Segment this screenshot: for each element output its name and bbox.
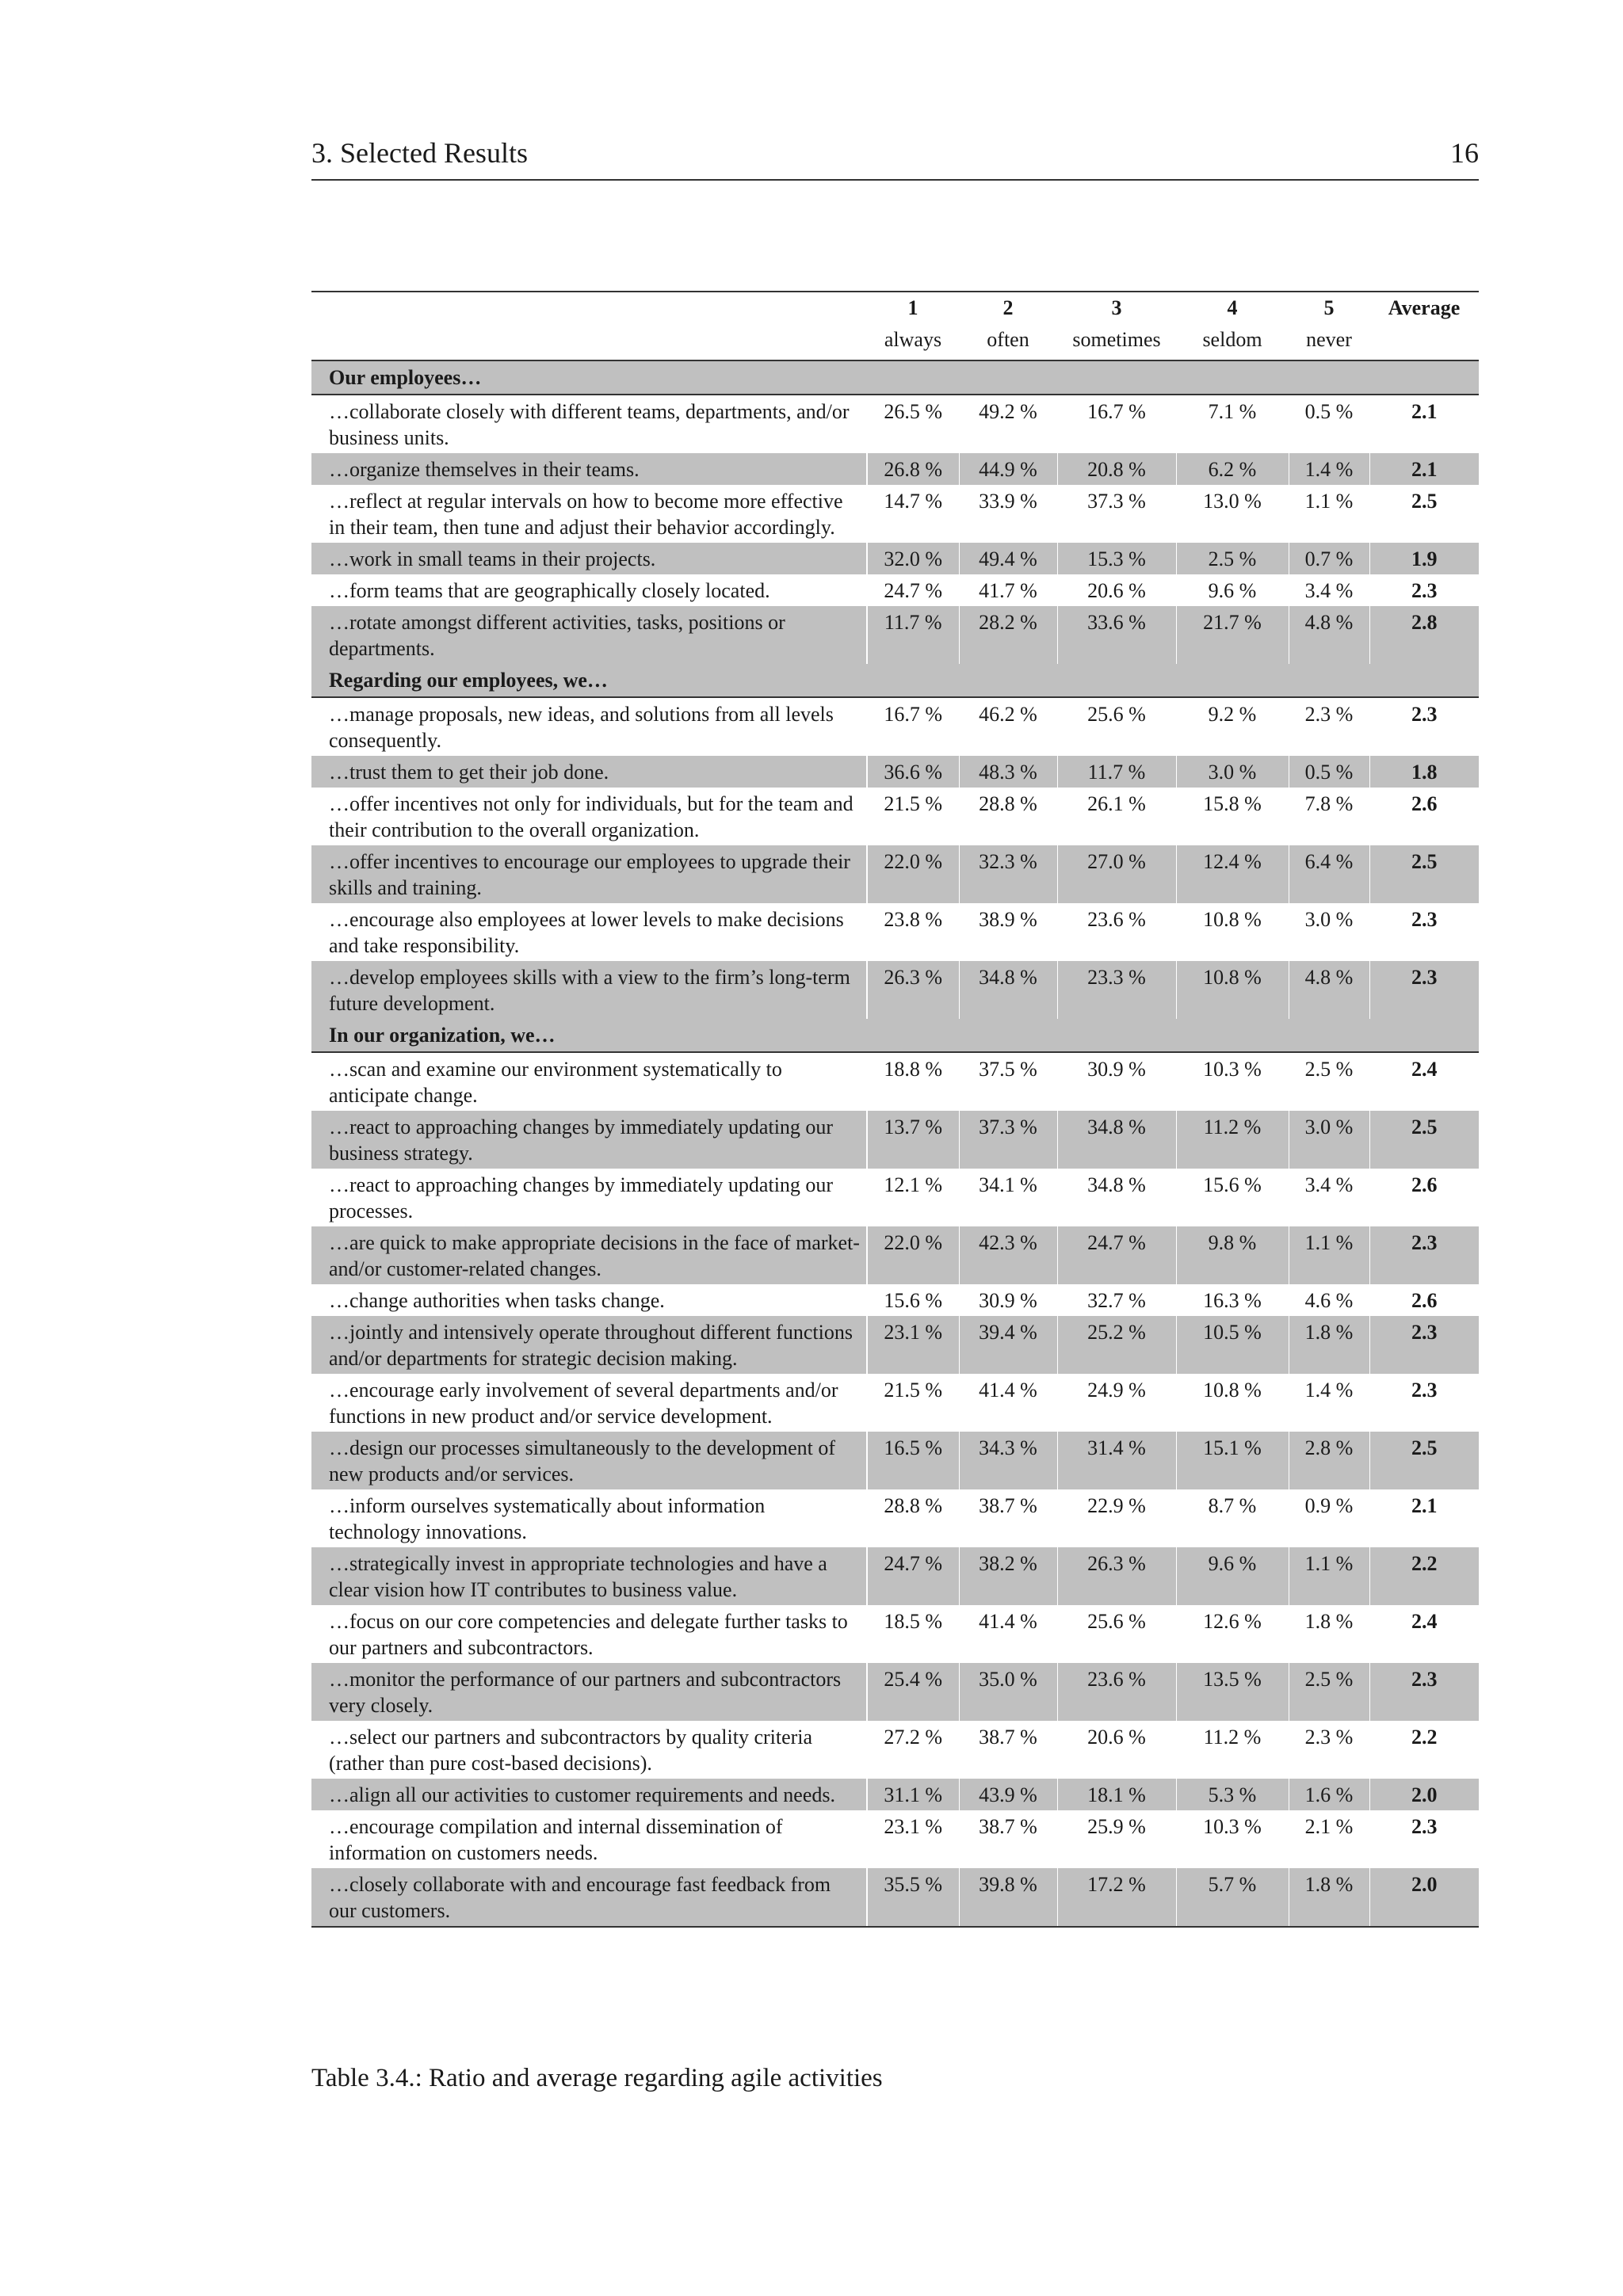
cell-percentage: 18.5 % [867,1605,959,1663]
column-label: often [959,326,1057,360]
cell-percentage: 37.3 % [1057,485,1176,543]
table-section [311,360,1479,664]
cell-average: 2.5 [1369,845,1479,903]
cell-percentage: 3.0 % [1289,1111,1369,1169]
section-title: Regarding our employees, we… [311,664,1479,697]
cell-percentage: 34.8 % [1057,1169,1176,1226]
table-section [311,664,1479,1019]
cell-percentage: 4.8 % [1289,606,1369,664]
cell-average: 2.3 [1369,1810,1479,1868]
cell-percentage: 15.3 % [1057,543,1176,574]
cell-percentage: 25.4 % [867,1663,959,1721]
cell-percentage: 15.6 % [867,1284,959,1316]
cell-percentage: 25.9 % [1057,1810,1176,1868]
row-statement: …react to approaching changes by immediately updating our business strategy. [311,1111,867,1169]
cell-percentage: 28.8 % [959,788,1057,845]
cell-percentage: 33.9 % [959,485,1057,543]
cell-percentage: 1.6 % [1289,1779,1369,1810]
cell-percentage: 14.7 % [867,485,959,543]
cell-percentage: 23.1 % [867,1810,959,1868]
row-statement: …are quick to make appropriate decisions in the face of market- and/or customer-related changes. [311,1226,867,1284]
cell-percentage: 9.2 % [1176,697,1289,756]
table-row [311,1316,1479,1374]
cell-average: 2.5 [1369,1111,1479,1169]
cell-percentage: 1.1 % [1289,485,1369,543]
cell-percentage: 2.5 % [1176,543,1289,574]
cell-average: 2.6 [1369,1284,1479,1316]
column-label: never [1289,326,1369,360]
cell-average: 2.3 [1369,1226,1479,1284]
cell-percentage: 15.6 % [1176,1169,1289,1226]
cell-percentage: 2.3 % [1289,697,1369,756]
table-row [311,756,1479,788]
section-title: 3. Selected Results [311,137,528,169]
cell-percentage: 41.4 % [959,1374,1057,1432]
cell-percentage: 4.8 % [1289,961,1369,1019]
row-statement: …closely collaborate with and encourage fast feedback from our customers. [311,1868,867,1927]
cell-percentage: 2.1 % [1289,1810,1369,1868]
cell-percentage: 32.7 % [1057,1284,1176,1316]
cell-percentage: 0.5 % [1289,395,1369,453]
cell-average: 2.5 [1369,485,1479,543]
cell-percentage: 42.3 % [959,1226,1057,1284]
cell-average: 2.0 [1369,1868,1479,1927]
section-header-row [311,664,1479,697]
row-statement: …reflect at regular intervals on how to become more effective in their team, then tune and adjust their behavior accordingly. [329,490,843,539]
cell-percentage: 41.7 % [959,574,1057,606]
row-statement: …work in small teams in their projects. [311,543,867,574]
cell-percentage: 11.7 % [1057,756,1176,788]
table-row [311,845,1479,903]
cell-percentage: 9.6 % [1176,1547,1289,1605]
agile-activities-table [311,291,1479,1928]
running-header [311,133,1479,181]
cell-percentage: 48.3 % [959,756,1057,788]
cell-percentage: 3.0 % [1176,756,1289,788]
cell-percentage: 30.9 % [959,1284,1057,1316]
cell-percentage: 20.6 % [1057,1721,1176,1779]
cell-percentage: 11.2 % [1176,1111,1289,1169]
table-row [311,395,1479,453]
cell-percentage: 26.8 % [867,453,959,485]
column-label: always [867,326,959,360]
cell-average: 2.3 [1369,961,1479,1019]
section-title: In our organization, we… [311,1019,1479,1052]
row-statement: …select our partners and subcontractors by quality criteria (rather than pure cost-based decisions). [329,1726,813,1775]
cell-percentage: 34.1 % [959,1169,1057,1226]
row-statement: …monitor the performance of our partners and subcontractors very closely. [311,1663,867,1721]
row-statement: …encourage early involvement of several departments and/or functions in new product and/or service development. [329,1379,838,1428]
table-row [311,453,1479,485]
page-number: 16 [1450,137,1479,169]
row-statement: …organize themselves in their teams. [311,453,867,485]
cell-percentage: 16.3 % [1176,1284,1289,1316]
row-statement: …change authorities when tasks change. [329,1289,665,1312]
cell-percentage: 12.4 % [1176,845,1289,903]
cell-percentage: 24.7 % [867,574,959,606]
row-statement: …strategically invest in appropriate technologies and have a clear vision how IT contributes to business value. [311,1547,867,1605]
cell-average: 2.6 [1369,1169,1479,1226]
table-row [311,1226,1479,1284]
table-row [311,1779,1479,1810]
cell-average: 1.8 [1369,756,1479,788]
cell-percentage: 44.9 % [959,453,1057,485]
row-statement: …form teams that are geographically closely located. [329,579,770,602]
column-number: 4 [1176,292,1289,326]
table-row [311,1489,1479,1547]
cell-average: 1.9 [1369,543,1479,574]
cell-average: 2.4 [1369,1605,1479,1663]
table-row [311,697,1479,756]
cell-percentage: 6.4 % [1289,845,1369,903]
cell-percentage: 0.9 % [1289,1489,1369,1547]
cell-percentage: 37.5 % [959,1052,1057,1111]
cell-percentage: 1.4 % [1289,453,1369,485]
cell-percentage: 38.9 % [959,903,1057,961]
cell-percentage: 23.6 % [1057,903,1176,961]
cell-percentage: 0.5 % [1289,756,1369,788]
cell-average: 2.5 [1369,1432,1479,1489]
table-row [311,1374,1479,1432]
cell-percentage: 9.6 % [1176,574,1289,606]
cell-percentage: 1.8 % [1289,1868,1369,1927]
cell-percentage: 1.8 % [1289,1316,1369,1374]
cell-percentage: 34.8 % [1057,1111,1176,1169]
cell-percentage: 16.5 % [867,1432,959,1489]
cell-percentage: 10.3 % [1176,1052,1289,1111]
row-statement: …focus on our core competencies and delegate further tasks to our partners and subcontractors. [329,1610,848,1659]
cell-percentage: 10.8 % [1176,1374,1289,1432]
column-average: Average [1369,292,1479,326]
cell-percentage: 1.8 % [1289,1605,1369,1663]
cell-percentage: 35.0 % [959,1663,1057,1721]
cell-percentage: 26.5 % [867,395,959,453]
cell-percentage: 39.4 % [959,1316,1057,1374]
cell-percentage: 21.7 % [1176,606,1289,664]
cell-percentage: 13.7 % [867,1111,959,1169]
cell-percentage: 12.6 % [1176,1605,1289,1663]
cell-percentage: 34.3 % [959,1432,1057,1489]
cell-percentage: 0.7 % [1289,543,1369,574]
cell-percentage: 21.5 % [867,1374,959,1432]
row-statement: …offer incentives to encourage our employees to upgrade their skills and training. [311,845,867,903]
cell-percentage: 6.2 % [1176,453,1289,485]
table-row [311,1868,1479,1927]
cell-average: 2.6 [1369,788,1479,845]
cell-percentage: 20.6 % [1057,574,1176,606]
row-statement: …inform ourselves systematically about information technology innovations. [329,1494,766,1543]
cell-average: 2.3 [1369,1374,1479,1432]
column-label: seldom [1176,326,1289,360]
cell-average: 2.3 [1369,1316,1479,1374]
cell-percentage: 24.9 % [1057,1374,1176,1432]
cell-percentage: 22.0 % [867,845,959,903]
table-header [311,292,1479,360]
cell-percentage: 38.2 % [959,1547,1057,1605]
table-row [311,1432,1479,1489]
cell-percentage: 18.8 % [867,1052,959,1111]
table-row [311,1169,1479,1226]
cell-percentage: 16.7 % [867,697,959,756]
header-row-labels [311,326,1479,360]
cell-percentage: 10.3 % [1176,1810,1289,1868]
cell-average: 2.8 [1369,606,1479,664]
cell-percentage: 1.1 % [1289,1547,1369,1605]
header-row-numbers [311,292,1479,326]
cell-percentage: 3.4 % [1289,574,1369,606]
cell-percentage: 23.6 % [1057,1663,1176,1721]
table-row [311,1052,1479,1111]
row-statement: …develop employees skills with a view to the firm’s long-term future development. [311,961,867,1019]
table-row [311,903,1479,961]
cell-percentage: 1.4 % [1289,1374,1369,1432]
cell-percentage: 5.3 % [1176,1779,1289,1810]
cell-percentage: 18.1 % [1057,1779,1176,1810]
column-number: 5 [1289,292,1369,326]
row-statement: …jointly and intensively operate throughout different functions and/or departments for strategic decision making. [311,1316,867,1374]
cell-average: 2.4 [1369,1052,1479,1111]
cell-percentage: 24.7 % [1057,1226,1176,1284]
cell-percentage: 7.8 % [1289,788,1369,845]
row-statement: …offer incentives not only for individuals, but for the team and their contribution to the overall organization. [329,792,854,841]
table-row [311,1810,1479,1868]
cell-percentage: 2.8 % [1289,1432,1369,1489]
row-statement: …trust them to get their job done. [311,756,867,788]
cell-percentage: 39.8 % [959,1868,1057,1927]
cell-percentage: 20.8 % [1057,453,1176,485]
cell-average: 2.3 [1369,1663,1479,1721]
cell-percentage: 26.1 % [1057,788,1176,845]
cell-percentage: 21.5 % [867,788,959,845]
cell-percentage: 41.4 % [959,1605,1057,1663]
cell-percentage: 23.1 % [867,1316,959,1374]
cell-percentage: 34.8 % [959,961,1057,1019]
table-caption: Table 3.4.: Ratio and average regarding agile activities [311,2064,883,2092]
cell-percentage: 15.8 % [1176,788,1289,845]
cell-percentage: 2.3 % [1289,1721,1369,1779]
cell-percentage: 7.1 % [1176,395,1289,453]
table-row [311,1284,1479,1316]
cell-percentage: 35.5 % [867,1868,959,1927]
cell-average: 2.1 [1369,453,1479,485]
cell-percentage: 31.1 % [867,1779,959,1810]
cell-percentage: 25.2 % [1057,1316,1176,1374]
cell-percentage: 3.4 % [1289,1169,1369,1226]
table-row [311,1721,1479,1779]
cell-percentage: 10.5 % [1176,1316,1289,1374]
section-header-row [311,360,1479,395]
cell-percentage: 22.9 % [1057,1489,1176,1547]
cell-percentage: 22.0 % [867,1226,959,1284]
cell-percentage: 38.7 % [959,1489,1057,1547]
table-row [311,485,1479,543]
table-row [311,1547,1479,1605]
cell-percentage: 38.7 % [959,1810,1057,1868]
table-row [311,961,1479,1019]
cell-percentage: 36.6 % [867,756,959,788]
table-row [311,788,1479,845]
cell-percentage: 2.5 % [1289,1663,1369,1721]
table-row [311,1111,1479,1169]
cell-percentage: 11.7 % [867,606,959,664]
cell-percentage: 49.4 % [959,543,1057,574]
cell-percentage: 27.0 % [1057,845,1176,903]
cell-average: 2.3 [1369,903,1479,961]
cell-percentage: 12.1 % [867,1169,959,1226]
cell-percentage: 26.3 % [867,961,959,1019]
header-empty [311,326,867,360]
cell-percentage: 13.5 % [1176,1663,1289,1721]
cell-percentage: 15.1 % [1176,1432,1289,1489]
row-statement: …encourage also employees at lower levels to make decisions and take responsibility. [329,908,844,957]
cell-percentage: 4.6 % [1289,1284,1369,1316]
section-title: Our employees… [311,360,1479,395]
cell-percentage: 49.2 % [959,395,1057,453]
column-number: 3 [1057,292,1176,326]
cell-percentage: 31.4 % [1057,1432,1176,1489]
cell-average: 2.3 [1369,574,1479,606]
cell-percentage: 33.6 % [1057,606,1176,664]
cell-average: 2.1 [1369,395,1479,453]
row-statement: …collaborate closely with different teams, departments, and/or business units. [329,400,850,449]
cell-percentage: 37.3 % [959,1111,1057,1169]
cell-percentage: 43.9 % [959,1779,1057,1810]
cell-percentage: 5.7 % [1176,1868,1289,1927]
table-row [311,1605,1479,1663]
row-statement: …scan and examine our environment systematically to anticipate change. [329,1058,782,1107]
column-number: 1 [867,292,959,326]
column-label: sometimes [1057,326,1176,360]
row-statement: …design our processes simultaneously to the development of new products and/or services. [311,1432,867,1489]
cell-percentage: 2.5 % [1289,1052,1369,1111]
cell-percentage: 3.0 % [1289,903,1369,961]
cell-average: 2.0 [1369,1779,1479,1810]
cell-percentage: 25.6 % [1057,1605,1176,1663]
row-statement: …align all our activities to customer requirements and needs. [311,1779,867,1810]
row-statement: …manage proposals, new ideas, and solutions from all levels consequently. [329,703,834,752]
cell-percentage: 9.8 % [1176,1226,1289,1284]
row-statement: …rotate amongst different activities, tasks, positions or departments. [311,606,867,664]
cell-percentage: 10.8 % [1176,961,1289,1019]
cell-percentage: 25.6 % [1057,697,1176,756]
table-row [311,574,1479,606]
cell-percentage: 1.1 % [1289,1226,1369,1284]
header-empty [1369,326,1479,360]
cell-average: 2.3 [1369,697,1479,756]
cell-average: 2.1 [1369,1489,1479,1547]
cell-percentage: 32.3 % [959,845,1057,903]
cell-percentage: 8.7 % [1176,1489,1289,1547]
cell-percentage: 23.3 % [1057,961,1176,1019]
cell-percentage: 26.3 % [1057,1547,1176,1605]
header-empty [311,292,867,326]
table-row [311,606,1479,664]
cell-average: 2.2 [1369,1721,1479,1779]
table-row [311,1663,1479,1721]
row-statement: …encourage compilation and internal dissemination of information on customers needs. [329,1815,783,1864]
section-header-row [311,1019,1479,1052]
cell-percentage: 46.2 % [959,697,1057,756]
cell-percentage: 32.0 % [867,543,959,574]
cell-percentage: 28.2 % [959,606,1057,664]
cell-percentage: 10.8 % [1176,903,1289,961]
cell-average: 2.2 [1369,1547,1479,1605]
cell-percentage: 28.8 % [867,1489,959,1547]
cell-percentage: 27.2 % [867,1721,959,1779]
cell-percentage: 24.7 % [867,1547,959,1605]
row-statement: …react to approaching changes by immediately updating our processes. [329,1173,834,1222]
cell-percentage: 13.0 % [1176,485,1289,543]
column-number: 2 [959,292,1057,326]
cell-percentage: 38.7 % [959,1721,1057,1779]
cell-percentage: 16.7 % [1057,395,1176,453]
table-section [311,1019,1479,1927]
cell-percentage: 23.8 % [867,903,959,961]
table-row [311,543,1479,574]
cell-percentage: 11.2 % [1176,1721,1289,1779]
cell-percentage: 30.9 % [1057,1052,1176,1111]
cell-percentage: 17.2 % [1057,1868,1176,1927]
